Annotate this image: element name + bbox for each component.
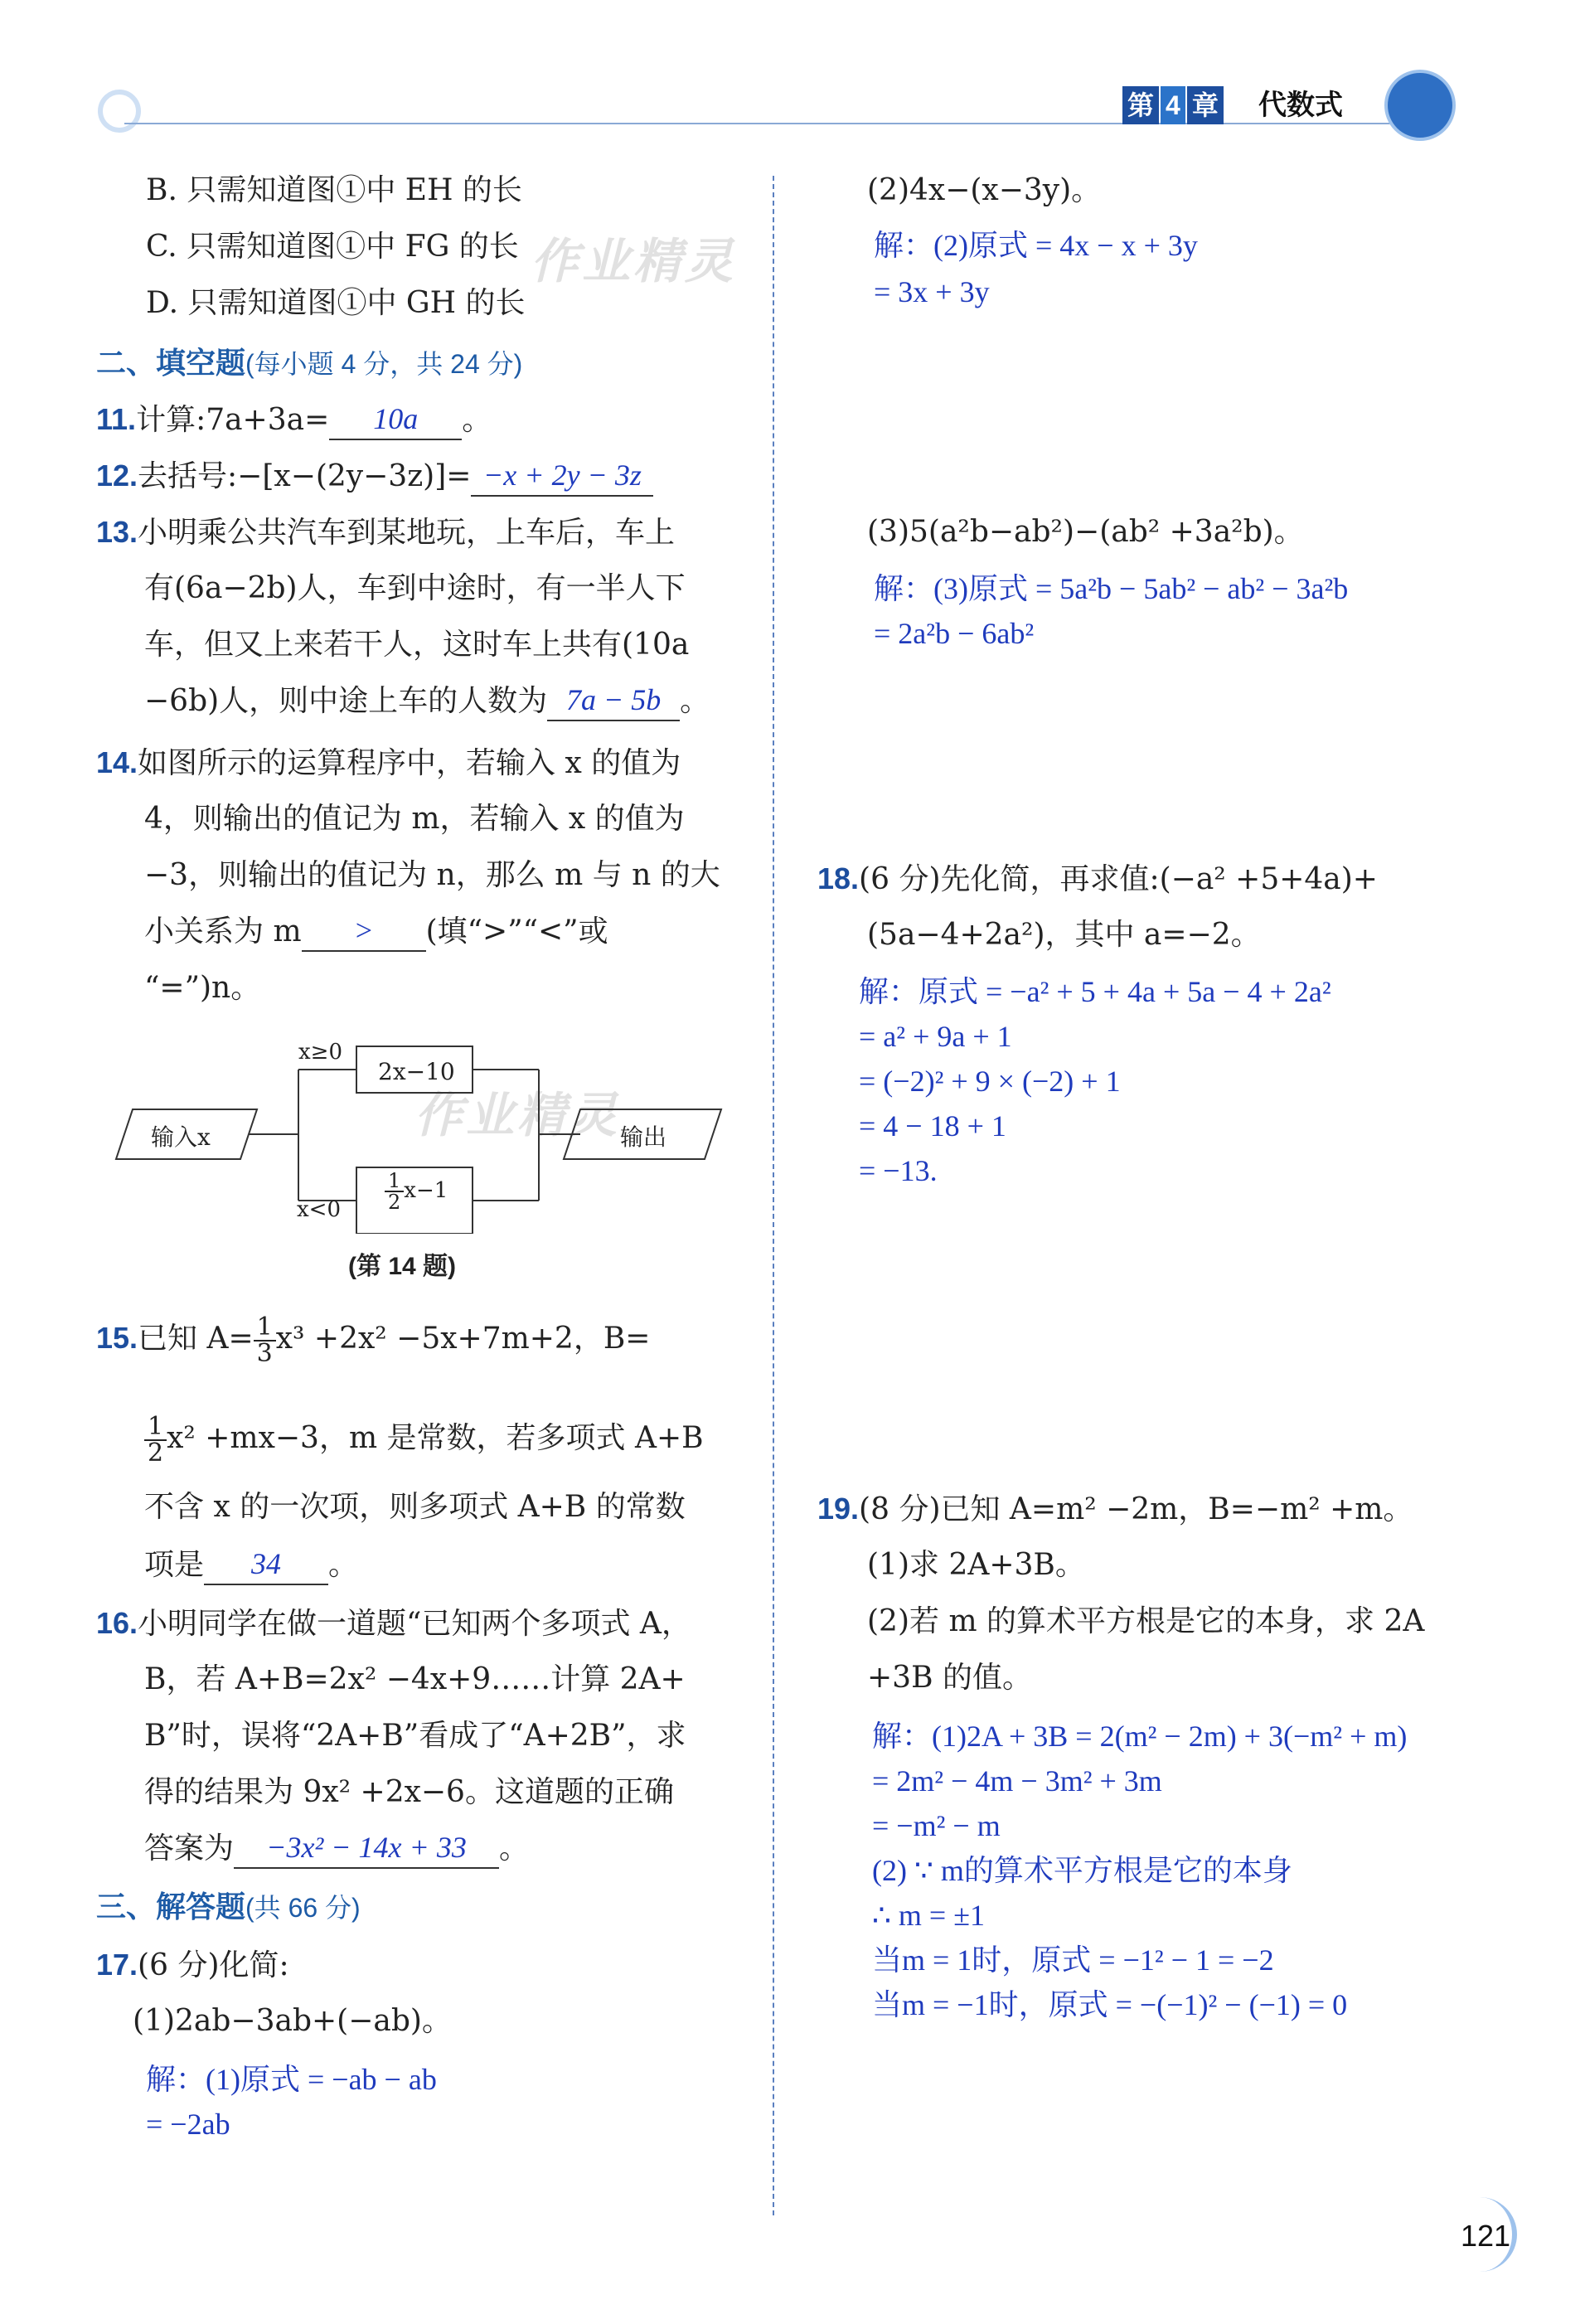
flow-box-bottom-label: $\frac{1}{2}$ x−1 bbox=[385, 1171, 448, 1212]
q14-line4: 小关系为 m bbox=[144, 915, 302, 949]
flow-cond-top: x≥0 bbox=[298, 1040, 342, 1065]
q19-sol-2: = 2m² − 4m − 3m² + 3m bbox=[872, 1764, 1162, 1798]
q19-line4: +3B 的值。 bbox=[867, 1661, 1032, 1695]
q11-text: 计算:7a+3a= bbox=[136, 403, 330, 437]
q15-frac1: $\frac{1}{3}$ bbox=[254, 1315, 276, 1366]
q16-line2: B，若 A+B=2x² −4x+9……计算 2A+ bbox=[144, 1662, 686, 1696]
q19-sol-1: 解：(1)2A + 3B = 2(m² − 2m) + 3(−m² + m) bbox=[872, 1720, 1408, 1753]
question-18: 18.(6 分)先化简，再求值:(−a² +5+4a)+ bbox=[817, 861, 1378, 896]
q14-number: 14. bbox=[96, 745, 138, 779]
section3-note: (共 66 分) bbox=[245, 1893, 361, 1923]
q16-number: 16. bbox=[96, 1606, 138, 1640]
q13-line3: 车，但又上来若干人，这时车上共有(10a bbox=[144, 628, 690, 662]
q16-line3: B”时，误将“2A+B”看成了“A+2B”，求 bbox=[144, 1719, 686, 1753]
q19-sol-5: ∴ m = ±1 bbox=[872, 1899, 985, 1932]
flow-caption: (第 14 题) bbox=[348, 1253, 457, 1280]
q17-sol1-line1: 解：(1)原式 = −ab − ab bbox=[146, 2063, 437, 2096]
q18-number: 18. bbox=[817, 861, 860, 895]
q15-line3: 不含 x 的一次项，则多项式 A+B 的常数 bbox=[144, 1490, 686, 1524]
section2-title: 二、填空题 bbox=[96, 346, 246, 380]
q17-part2: (2)4x−(x−3y)。 bbox=[867, 173, 1102, 207]
q19-number: 19. bbox=[817, 1492, 860, 1526]
q18-sol-1: 解：原式 = −a² + 5 + 4a + 5a − 4 + 2a² bbox=[859, 975, 1331, 1008]
question-15: 15.已知 A= $\frac{1}{3}$ x³ +2x² −5x+7m+2，B= bbox=[96, 1312, 651, 1368]
option-b: B. 只需知道图①中 EH 的长 bbox=[146, 173, 522, 207]
flow-box-top-label: 2x−10 bbox=[378, 1058, 455, 1085]
corner-ornament-icon bbox=[98, 90, 141, 133]
q15-line2-wrap: $\frac{1}{2}$ x² +mx−3，m 是常数，若多项式 A+B bbox=[144, 1414, 704, 1466]
flow-cond-bottom: x<0 bbox=[297, 1197, 341, 1222]
section2-note: (每小题 4 分，共 24 分) bbox=[245, 349, 523, 379]
q15-line4-wrap: 项是 34 。 bbox=[144, 1545, 358, 1585]
q17-sol3-line1: 解：(3)原式 = 5a²b − 5ab² − ab² − 3a²b bbox=[874, 572, 1349, 605]
option-c: C. 只需知道图①中 FG 的长 bbox=[146, 230, 519, 264]
q13-line4-wrap bbox=[144, 682, 710, 721]
section-answer bbox=[96, 1887, 361, 1928]
q16-answer: −3x² − 14x + 33 bbox=[234, 1831, 499, 1869]
option-d: D. 只需知道图①中 GH 的长 bbox=[146, 286, 526, 320]
q17-sol1-line2: = −2ab bbox=[146, 2108, 230, 2141]
q14-line2: 4，则输出的值记为 m，若输入 x 的值为 bbox=[144, 802, 685, 836]
q14-last: “=”)n。 bbox=[144, 971, 261, 1005]
q17-part3: (3)5(a²b−ab²)−(ab² +3a²b)。 bbox=[867, 515, 1304, 549]
question-17: 17.(6 分)化简: bbox=[96, 1948, 289, 1982]
q18-line2: (5a−4+2a²)，其中 a=−2。 bbox=[867, 918, 1261, 952]
q16-line5-wrap: 答案为 −3x² − 14x + 33 。 bbox=[144, 1829, 529, 1869]
q14-line4-wrap bbox=[144, 912, 608, 952]
q16-line4: 得的结果为 9x² +2x−6。这道题的正确 bbox=[144, 1775, 674, 1809]
q14-tail: (填“>”“<”或 bbox=[425, 915, 608, 949]
question-19: 19.(8 分)已知 A=m² −2m，B=−m² +m。 bbox=[817, 1492, 1413, 1526]
q14-line1: 如图所示的运算程序中，若输入 x 的值为 bbox=[138, 746, 681, 780]
q17-sol2-line2: = 3x + 3y bbox=[874, 275, 990, 308]
question-14 bbox=[96, 743, 681, 784]
q19-sol-6: 当m = 1时，原式 = −1² − 1 = −2 bbox=[872, 1943, 1274, 1977]
q13-line1: 小明乘公共汽车到某地玩，上车后，车上 bbox=[138, 516, 676, 550]
publisher-logo-icon bbox=[1384, 70, 1456, 141]
flow-input-label: 输入x bbox=[151, 1123, 211, 1151]
q15-frac2: $\frac{1}{2}$ bbox=[144, 1414, 167, 1466]
flow-output-label: 输出 bbox=[620, 1123, 667, 1151]
q18-sol-4: = 4 − 18 + 1 bbox=[859, 1109, 1006, 1143]
q13-end: 。 bbox=[680, 684, 710, 718]
q17-part1: (1)2ab−3ab+(−ab)。 bbox=[133, 2004, 452, 2038]
q17-number: 17. bbox=[96, 1948, 138, 1982]
chapter-title: 代数式 bbox=[1258, 90, 1343, 121]
column-divider bbox=[773, 176, 774, 2215]
chapter-prefix: 第 bbox=[1122, 86, 1159, 124]
section3-title: 三、解答题 bbox=[96, 1890, 246, 1924]
chapter-suffix: 章 bbox=[1187, 86, 1224, 124]
q11-answer: 10a bbox=[329, 402, 462, 440]
q13-answer: 7a − 5b bbox=[547, 683, 680, 721]
q18-sol-2: = a² + 9a + 1 bbox=[859, 1020, 1012, 1053]
q13-line4: −6b)人，则中途上车的人数为 bbox=[144, 684, 548, 718]
q19-line3: (2)若 m 的算术平方根是它的本身，求 2A bbox=[867, 1604, 1425, 1638]
flow-frac: $\frac{1}{2}$ bbox=[385, 1171, 404, 1212]
q19-line2: (1)求 2A+3B。 bbox=[867, 1548, 1085, 1582]
q19-sol-4: (2) ∵ m的算术平方根是它的本身 bbox=[872, 1854, 1292, 1887]
watermark-2: 作业精灵 bbox=[414, 1089, 621, 1143]
q15-answer: 34 bbox=[204, 1547, 328, 1585]
q18-sol-5: = −13. bbox=[859, 1154, 938, 1187]
q13-number: 13. bbox=[96, 515, 138, 549]
q18-sol-3: = (−2)² + 9 × (−2) + 1 bbox=[859, 1065, 1121, 1098]
watermark-1: 作业精灵 bbox=[531, 235, 737, 289]
question-12 bbox=[96, 456, 653, 497]
q13-line2: 有(6a−2b)人，车到中途时，有一半人下 bbox=[144, 571, 686, 605]
q12-answer: −x + 2y − 3z bbox=[471, 458, 653, 497]
section-fill-blank bbox=[96, 343, 522, 384]
q12-number: 12. bbox=[96, 458, 138, 492]
q15-number: 15. bbox=[96, 1321, 138, 1355]
q11-end: 。 bbox=[462, 403, 492, 437]
q14-line3: −3，则输出的值记为 n，那么 m 与 n 的大 bbox=[144, 858, 720, 892]
q19-sol-3: = −m² − m bbox=[872, 1809, 1001, 1842]
q17-sol2-line1: 解：(2)原式 = 4x − x + 3y bbox=[874, 229, 1198, 262]
question-11 bbox=[96, 400, 492, 440]
q11-number: 11. bbox=[96, 402, 137, 436]
question-16: 16.小明同学在做一道题“已知两个多项式 A， bbox=[96, 1606, 691, 1641]
page-number: 121 bbox=[1461, 2219, 1511, 2253]
q14-answer: > bbox=[302, 914, 426, 952]
chapter-number: 4 bbox=[1161, 86, 1185, 124]
q19-sol-7: 当m = −1时，原式 = −(−1)² − (−1) = 0 bbox=[872, 1988, 1348, 2021]
question-13 bbox=[96, 512, 675, 553]
q17-sol3-line2: = 2a²b − 6ab² bbox=[874, 617, 1035, 650]
header-rule bbox=[124, 123, 1426, 124]
q12-text: 去括号:−[x−(2y−3z)]= bbox=[138, 459, 472, 493]
chapter-badge bbox=[1122, 86, 1225, 124]
